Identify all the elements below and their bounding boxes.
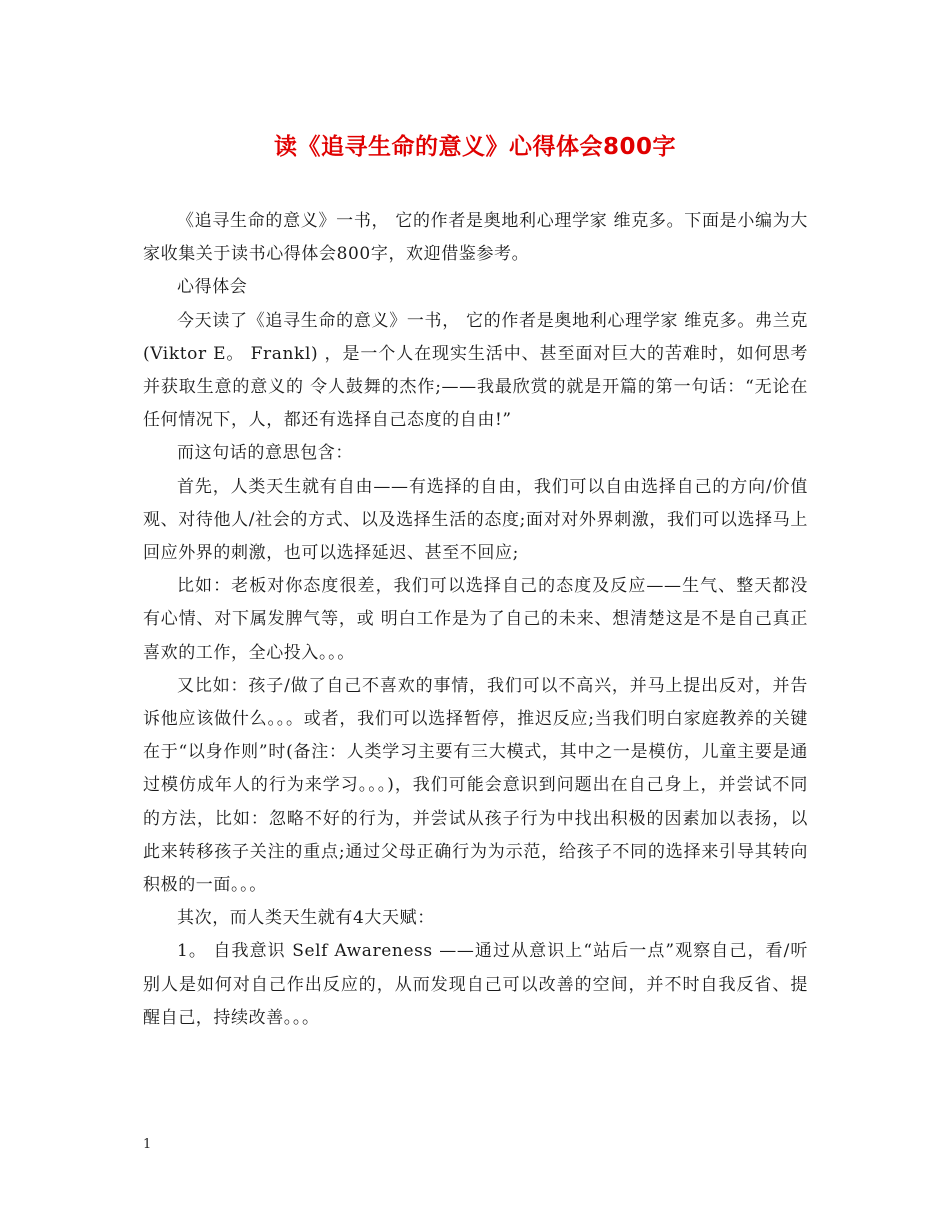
document-body [143,205,808,1035]
paragraph-meaning: 而这句话的意思包含： [177,443,353,464]
paragraph-example-boss: 比如：老板对你态度很差，我们可以选择自己的态度及反应——生气、整天都没有心情、对下属发脾气等，或 明白工作是为了自己的未来、想清楚这是不是自己真正喜欢的工作，全心投入。。。 [143,576,808,663]
paragraph-intro: 《追寻生命的意义》一书， 它的作者是奥地利心理学家 维克多。下面是小编为大家收集关于读书心得体会800字，欢迎借鉴参考。 [143,211,808,265]
paragraph-example-child: 又比如：孩子/做了自己不喜欢的事情，我们可以不高兴，并马上提出反对，并告诉他应该做什么。。。或者，我们可以选择暂停，推迟反应;当我们明白家庭教养的关键在于“以身作则”时(备注：人类学习主要有三大模式，其中之一是模仿，儿童主要是通过模仿成年人的行为来学习。。。)，我们可能会意识到问题出在自己身上，并尝试不同的方法，比如：忽略不好的行为，并尝试从孩子行为中找出积极的因素加以表扬，以此来转移孩子关注的重点;通过父母正确行为为示范，给孩子不同的选择来引导其转向积极的一面。。。 [143,675,808,896]
document-title: 读《追寻生命的意义》心得体会800字 [273,134,676,160]
paragraph-self-awareness: 1。 自我意识 Self Awareness ——通过从意识上“站后一点”观察自己，看/听别人是如何对自己作出反应的，从而发现自己可以改善的空间，并不时自我反省、提醒自己，持续改善。。。 [143,941,808,1028]
page-number: 1 [143,1137,152,1152]
paragraph-first: 首先，人类天生就有自由——有选择的自由，我们可以自由选择自己的方向/价值观、对待他人/社会的方式、以及选择生活的态度;面对对外界刺激，我们可以选择马上回应外界的刺激，也可以选择延迟、甚至不回应; [143,476,808,564]
paragraph-heading: 心得体会 [177,277,248,298]
paragraph-reading: 今天读了《追寻生命的意义》一书， 它的作者是奥地利心理学家 维克多。弗兰克(Viktor E。 Frankl) ，是一个人在现实生活中、甚至面对巨大的苦难时，如何思考并获取生意的意义的 令人鼓舞的杰作;——我最欣赏的就是开篇的第一句话：“无论在任何情况下，人，都还有选择自己态度的自由!” [143,310,808,431]
paragraph-second: 其次，而人类天生就有4大天赋： [177,908,435,929]
